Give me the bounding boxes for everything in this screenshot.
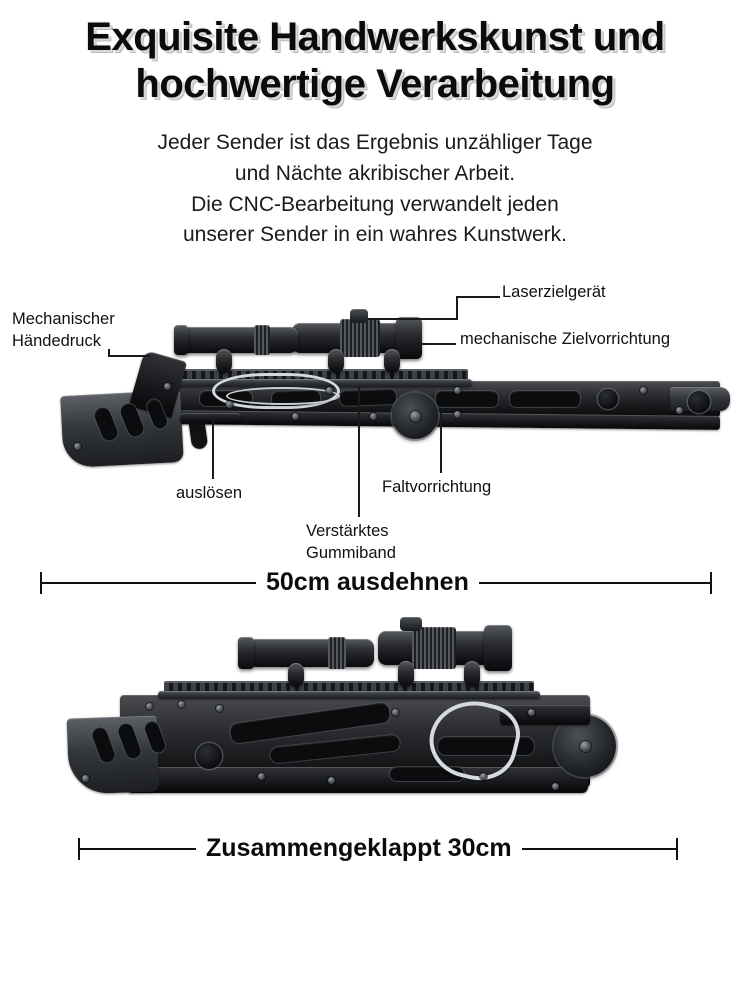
description-line-3: Die CNC-Bearbeitung verwandelt jeden [191,192,559,216]
rubber-band-lower [226,387,340,405]
grip-screw [74,443,81,450]
laser-emitter [174,325,188,355]
scope-adjust-rings [340,319,380,357]
grip-screw [164,383,171,390]
headline-block [0,0,750,106]
folded-frame-screw [82,775,89,782]
frame-slot [510,391,580,407]
frame-screw [226,401,233,408]
callout-sights-label: mechanische Zielvorrichtung [460,330,671,348]
headline-line-2: hochwertige Verarbeitung [135,62,615,107]
folded-scope-turret [400,617,422,631]
callout-laser-leader [456,296,500,298]
callout-fold-leader-vert [440,413,442,473]
folded-hinge-screw [580,741,591,752]
folded-scope-objective [484,625,512,671]
scope-mount-front [328,349,344,373]
trigger-guard [180,413,240,423]
folded-frame-screw [258,773,265,780]
folded-laser-mount [288,663,304,687]
description-paragraph [0,128,750,251]
frame-screw [292,413,299,420]
callout-trigger-label: auslösen [176,484,243,502]
frame-slot [340,389,396,406]
dimension-cap-right [710,572,712,594]
product-folded-illustration [60,617,660,817]
frame-screw [326,387,333,394]
callout-laser-label: Laserzielgerät [502,283,606,301]
callout-grip-leader-vert [108,349,110,357]
folded-frame-screw [328,777,335,784]
scope-turret [350,309,368,323]
callout-grip-leader [108,355,150,357]
frame-screw [640,387,647,394]
folded-frame-screw [528,709,535,716]
description-line-4: unserer Sender in ein wahres Kunstwerk. [182,223,568,247]
description-line-2: und Nächte akribischer Arbeit. [234,162,516,186]
folded-frame-screw [178,701,185,708]
callout-grip-label-2: Händedruck [12,332,101,350]
laser-mount [216,349,232,373]
folded-laser-switch [328,637,346,669]
folded-laser-body [248,639,374,667]
folded-rail-base [158,691,540,699]
folded-scope-mount-front [398,661,414,687]
callout-laser-leader-vert [456,296,458,318]
folded-frame-screw [480,773,487,780]
folded-frame-screw [146,703,153,710]
folded-body-lower [126,767,588,793]
frame-screw [676,407,683,414]
callout-band-leader-vert [358,387,360,517]
frame-screw [454,387,461,394]
dimension-extended-label: 50cm ausdehnen [256,565,479,599]
dimension-extended [0,565,750,599]
folded-scope-mount-rear [464,661,480,687]
folded-view-diagram [0,609,750,874]
callout-fold-label: Faltvorrichtung [382,478,492,496]
frame-slot [436,391,498,407]
frame-screw [370,413,377,420]
folded-frame-screw [392,709,399,716]
dimension-folded [0,831,750,865]
scope-mount-rear [384,349,400,373]
hinge-center-screw [410,411,421,422]
folded-frame-screw [552,783,559,790]
extended-view-diagram [0,265,750,605]
folded-scope-rings [412,627,456,669]
callout-grip-label-1: Mechanischer [12,310,115,328]
callout-band-label-2: Gummiband [306,544,396,562]
laser-switch [254,325,270,355]
description-line-1: Jeder Sender ist das Ergebnis unzähliger Tage [157,131,593,155]
product-extended-illustration [40,295,720,485]
dimension-folded-cap-right [676,838,678,860]
callout-sights-leader [400,343,456,345]
folded-frame-screw [216,705,223,712]
front-body-hole [598,389,618,409]
folded-body-hole [196,743,222,769]
callout-trigger-leader-vert [212,415,214,479]
folded-laser-emitter [238,637,254,669]
scope-objective [396,317,422,359]
laser-body [180,327,298,353]
callout-band-label-1: Verstärktes [306,522,389,540]
frame-screw [454,411,461,418]
muzzle-hole [688,391,710,413]
dimension-folded-label: Zusammengeklappt 30cm [196,831,522,865]
callout-laser-leader-2 [368,318,458,320]
headline-line-1: Exquisite Handwerkskunst und [85,15,665,59]
